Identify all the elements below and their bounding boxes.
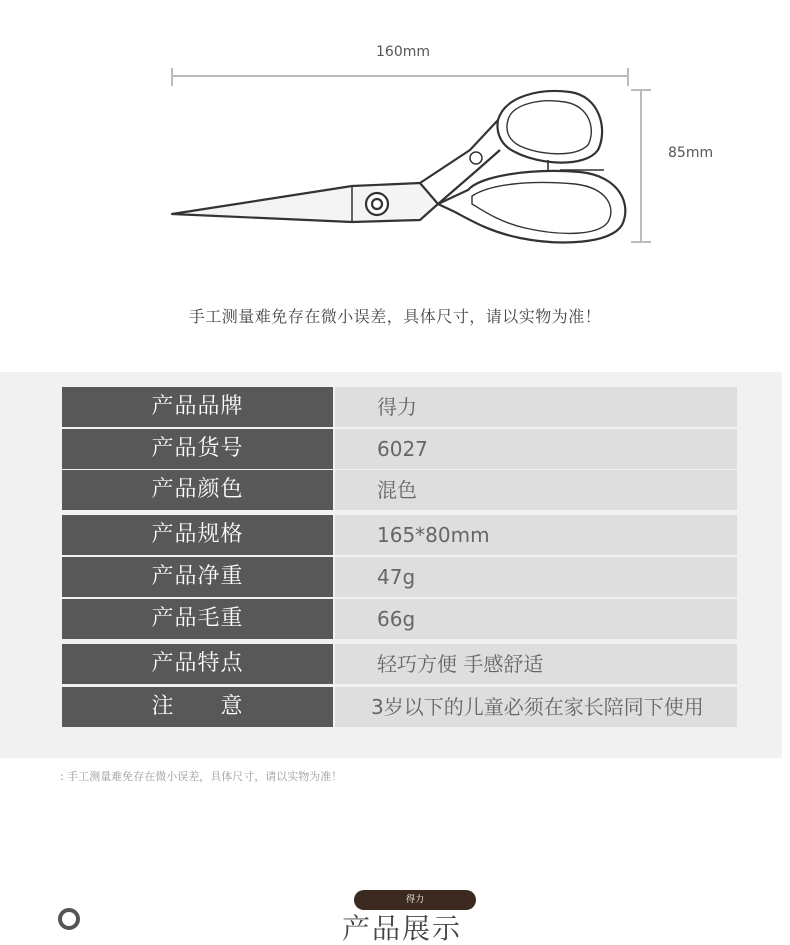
ring-icon	[58, 908, 80, 930]
spec-row-features	[62, 644, 737, 684]
spec-label: 产品颜色	[62, 470, 333, 510]
spec-label: 产品净重	[62, 557, 333, 597]
spec-value: 66g	[335, 599, 737, 639]
brand-badge: 得力	[354, 890, 476, 910]
spec-row-warning	[62, 687, 737, 727]
width-dimension-label: 160mm	[376, 44, 430, 60]
spec-label: 产品毛重	[62, 599, 333, 639]
spec-value: 混色	[335, 470, 737, 510]
spec-label: 产品规格	[62, 515, 333, 555]
spec-label: 产品特点	[62, 644, 333, 684]
spec-value: 6027	[335, 429, 737, 469]
section-heading: 产品展示	[342, 912, 463, 945]
height-dimension-label: 85mm	[668, 145, 714, 161]
spec-row-size	[62, 515, 737, 555]
spec-label: 产品品牌	[62, 387, 333, 427]
spec-label: 注 意	[62, 687, 333, 727]
spec-row-brand	[62, 387, 737, 427]
spec-value: 3岁以下的儿童必须在家长陪同下使用	[335, 687, 737, 727]
spec-row-net-weight	[62, 557, 737, 597]
spec-value: 47g	[335, 557, 737, 597]
spec-table	[0, 372, 782, 758]
spec-row-color	[62, 470, 737, 510]
spec-row-gross-weight	[62, 599, 737, 639]
spec-value: 轻巧方便 手感舒适	[335, 644, 737, 684]
scissors-icon	[0, 0, 790, 290]
spec-label: 产品货号	[62, 429, 333, 469]
spec-row-model	[62, 429, 737, 469]
measurement-note: 手工测量难免存在微小误差，具体尺寸，请以实物为准！	[188, 307, 602, 326]
measurement-note-small: : 手工测量难免存在微小误差，具体尺寸，请以实物为准！	[60, 770, 343, 783]
scissors-drawing	[172, 91, 625, 242]
spec-value: 165*80mm	[335, 515, 737, 555]
spec-value: 得力	[335, 387, 737, 427]
